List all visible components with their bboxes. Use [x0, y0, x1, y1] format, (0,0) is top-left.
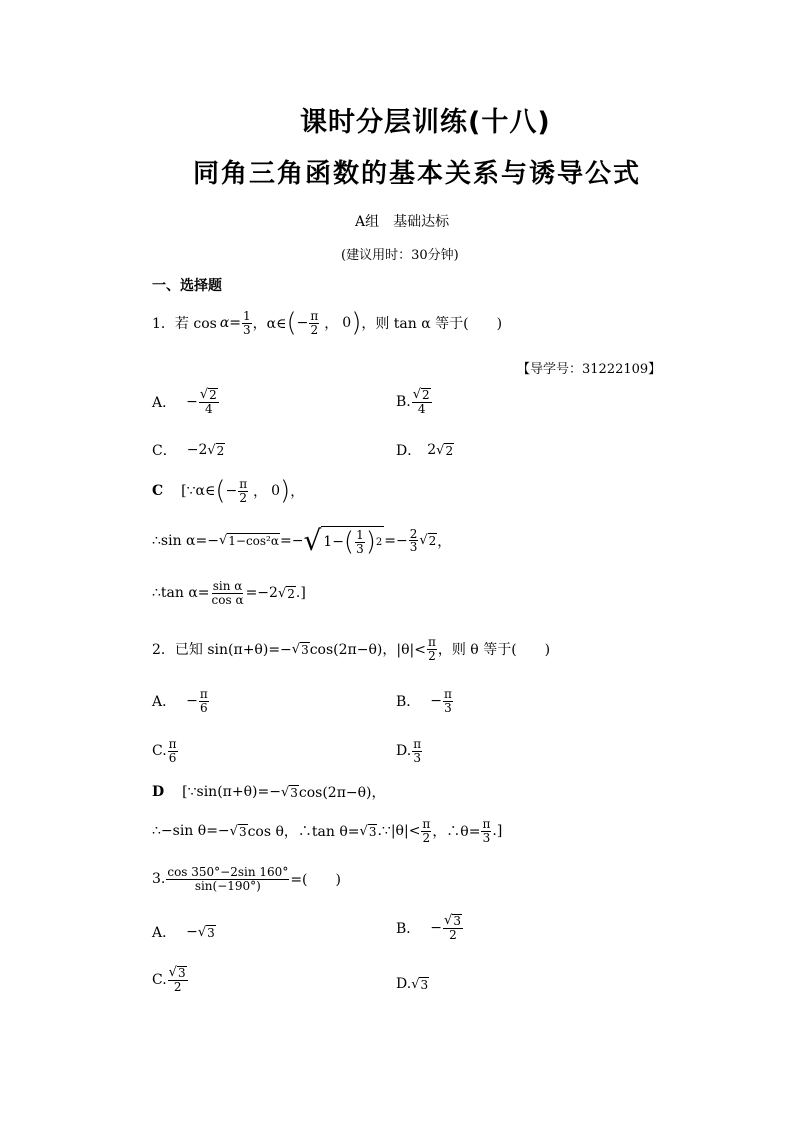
- q1-solution-line1: C [∵α∈ ( − $\frac{\pi}{2}$ ， 0 ) ，: [152, 476, 305, 507]
- q2-option-b: B． − $\frac{\pi}{3}$: [396, 687, 452, 715]
- page-title: 课时分层训练(十八): [300, 107, 551, 138]
- q1-alpha: α: [219, 315, 230, 332]
- q2-solution-line1: D [∵sin(π+θ)=− √ 3 cos(2π−θ)，: [152, 784, 386, 801]
- q3-option-c: C. √ 3 2: [152, 965, 186, 994]
- question-1-stem: 1．若 cos α = $\frac{1}{3}$ ，α∈ ( − $\frac{\pi}{2}$ ， 0 ) ，则 tan α 等于( ): [152, 308, 503, 339]
- section-label: 一、选择题: [152, 278, 222, 294]
- q1-interval-end: 0: [342, 315, 352, 332]
- q1-answer: C: [152, 483, 164, 500]
- q1-interval-neg: −: [296, 315, 309, 332]
- q1-fraction: $\frac{1}{3}$: [243, 309, 251, 337]
- page-subtitle: 同角三角函数的基本关系与诱导公式: [193, 159, 642, 189]
- q1-option-c: C． −2 √ 2: [152, 442, 225, 459]
- q2-answer: D: [152, 784, 165, 800]
- q1-interval-fraction: $\frac{\pi}{2}$: [310, 309, 319, 337]
- question-3-stem: 3. $\frac{\cos 350^\circ-2\sin 160^\circ}{\sin(-190^\circ)}$ =( ): [152, 865, 341, 893]
- q2-option-a: A． − $\frac{\pi}{6}$: [152, 687, 208, 715]
- q3-option-a: A． − √ 3: [152, 924, 215, 941]
- q1-stem-a: 1．若 cos: [152, 316, 217, 333]
- q1-option-d: D． 2 √ 2: [396, 442, 454, 459]
- q1-stem-d: ，则 tan α 等于( ): [361, 316, 503, 333]
- group-label: A组 基础达标: [355, 214, 450, 230]
- q1-solution-line2: ∴sin α=− √ 1−cos²α =− √ 1− ( 1 3 ) 2 =− $\frac{2}{3}$ √ 2 ，: [152, 523, 452, 558]
- q1-eq: =: [229, 315, 242, 332]
- time-note: (建议用时：30分钟): [341, 248, 459, 263]
- q1-paren-open: (: [286, 308, 297, 339]
- guide-number: 【导学号：31222109】: [517, 362, 662, 377]
- q3-option-b: B． − √ 3 2: [396, 913, 461, 942]
- q2-solution-line2: ∴−sin θ=− √ 3 cos θ，∴tan θ= √ 3 .∵|θ|< π 2 ，∴θ= $\frac{\pi}{3}$ .]: [152, 817, 503, 845]
- q1-option-a: A． − √ 2 4: [152, 387, 217, 416]
- q1-solution-line3: ∴tan α= $\frac{\text{sin α}}{\text{cos α}}$ =−2 √ 2 .]: [152, 579, 306, 607]
- q3-option-d: D. √ 3: [396, 976, 429, 992]
- q1-option-b: B. √ 2 4: [396, 387, 430, 416]
- q1-stem-c: ，α∈: [252, 316, 287, 333]
- q2-option-d: D. π 3: [396, 737, 422, 765]
- q1-paren-close: ): [351, 308, 362, 339]
- question-2-stem: 2．已知 sin(π+θ)=− √ 3 cos(2π−θ)，|θ|< π 2 ，则 θ 等于( ): [152, 635, 551, 663]
- q2-option-c: C. π 6: [152, 737, 177, 765]
